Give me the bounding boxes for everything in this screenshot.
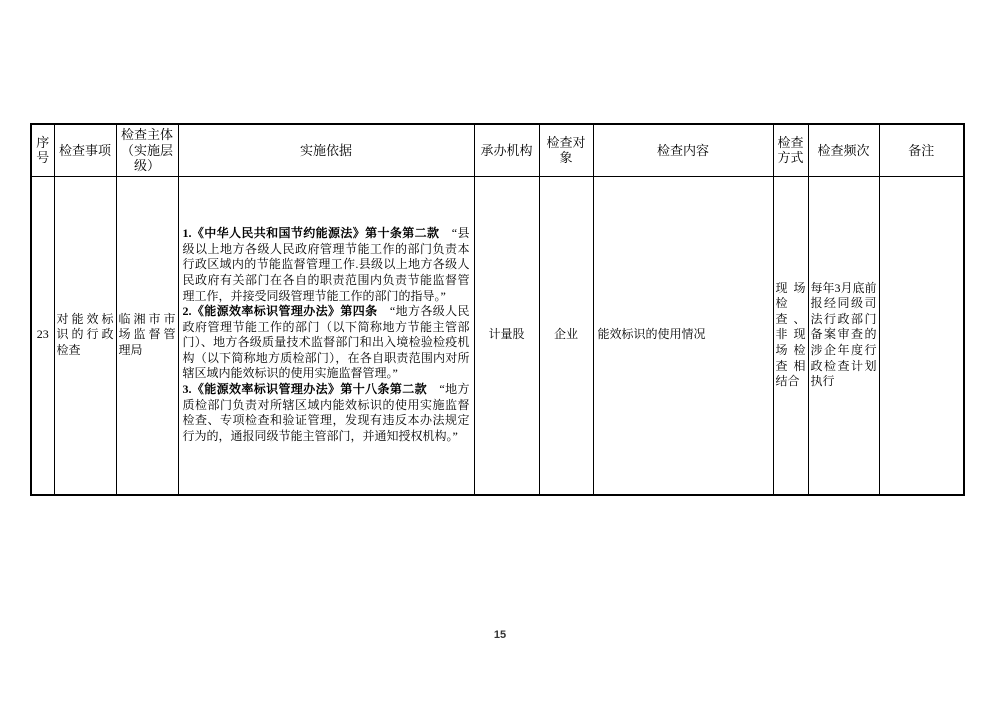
- col-header-target: 检查对象: [539, 124, 593, 176]
- basis-paragraph: [183, 382, 470, 444]
- cell-method: 现场检查、非现场检查相结合: [773, 176, 808, 495]
- cell-basis: [178, 176, 474, 495]
- basis-paragraphs: [183, 226, 470, 444]
- cell-item: 对能效标识的行政检查: [54, 176, 116, 495]
- header-row: [31, 124, 964, 176]
- cell-remark: [879, 176, 964, 495]
- col-header-method: 检查方式: [773, 124, 808, 176]
- col-header-subject: 检查主体（实施层级）: [116, 124, 178, 176]
- col-header-item: 检查事项: [54, 124, 116, 176]
- table-row: [31, 176, 964, 495]
- col-header-frequency: 检查频次: [808, 124, 879, 176]
- cell-frequency: 每年3月底前报经同级司法行政部门备案审查的涉企年度行政检查计划执行: [808, 176, 879, 495]
- col-header-content: 检查内容: [593, 124, 773, 176]
- cell-target: 企业: [539, 176, 593, 495]
- cell-subject: 临湘市市场监督管理局: [116, 176, 178, 495]
- basis-paragraph: [183, 304, 470, 382]
- page-number: 15: [493, 629, 507, 641]
- basis-clause-text: “县级以上地方各级人民政府管理节能工作的部门负责本行政区域内的节能监督管理工作.县级以上地方各级人民政府有关部门在各自的职责范围内负责节能监督管理工作，并接受同级管理节能工作的部门的指导。”: [182, 226, 470, 303]
- col-header-basis: 实施依据: [178, 124, 474, 176]
- basis-paragraph: [183, 226, 470, 304]
- basis-clause-title: 1.《中华人民共和国节约能源法》第十条第二款: [182, 226, 440, 241]
- col-header-remark: 备注: [879, 124, 964, 176]
- cell-content: 能效标识的使用情况: [593, 176, 773, 495]
- cell-agency: 计量股: [474, 176, 539, 495]
- col-header-agency: 承办机构: [474, 124, 539, 176]
- basis-clause-title: 3.《能源效率标识管理办法》第十八条第二款: [182, 382, 428, 397]
- basis-clause-text: “地方各级人民政府管理节能工作的部门（以下简称地方节能主管部门）、地方各级质量技术监督部门和出入境检验检疫机构（以下简称地方质检部门），在各自职责范围内对所辖区域内能效标识的使用实施监督管理。”: [182, 304, 470, 381]
- inspection-items-table: [30, 123, 965, 496]
- basis-clause-text: “地方质检部门负责对所辖区域内能效标识的使用实施监督检查、专项检查和验证管理，发现有违反本办法规定行为的，通报同级节能主管部门，并通知授权机构。”: [182, 382, 470, 443]
- col-header-seq: 序号: [31, 124, 54, 176]
- cell-seq: 23: [31, 176, 54, 495]
- basis-clause-title: 2.《能源效率标识管理办法》第四条: [182, 304, 378, 319]
